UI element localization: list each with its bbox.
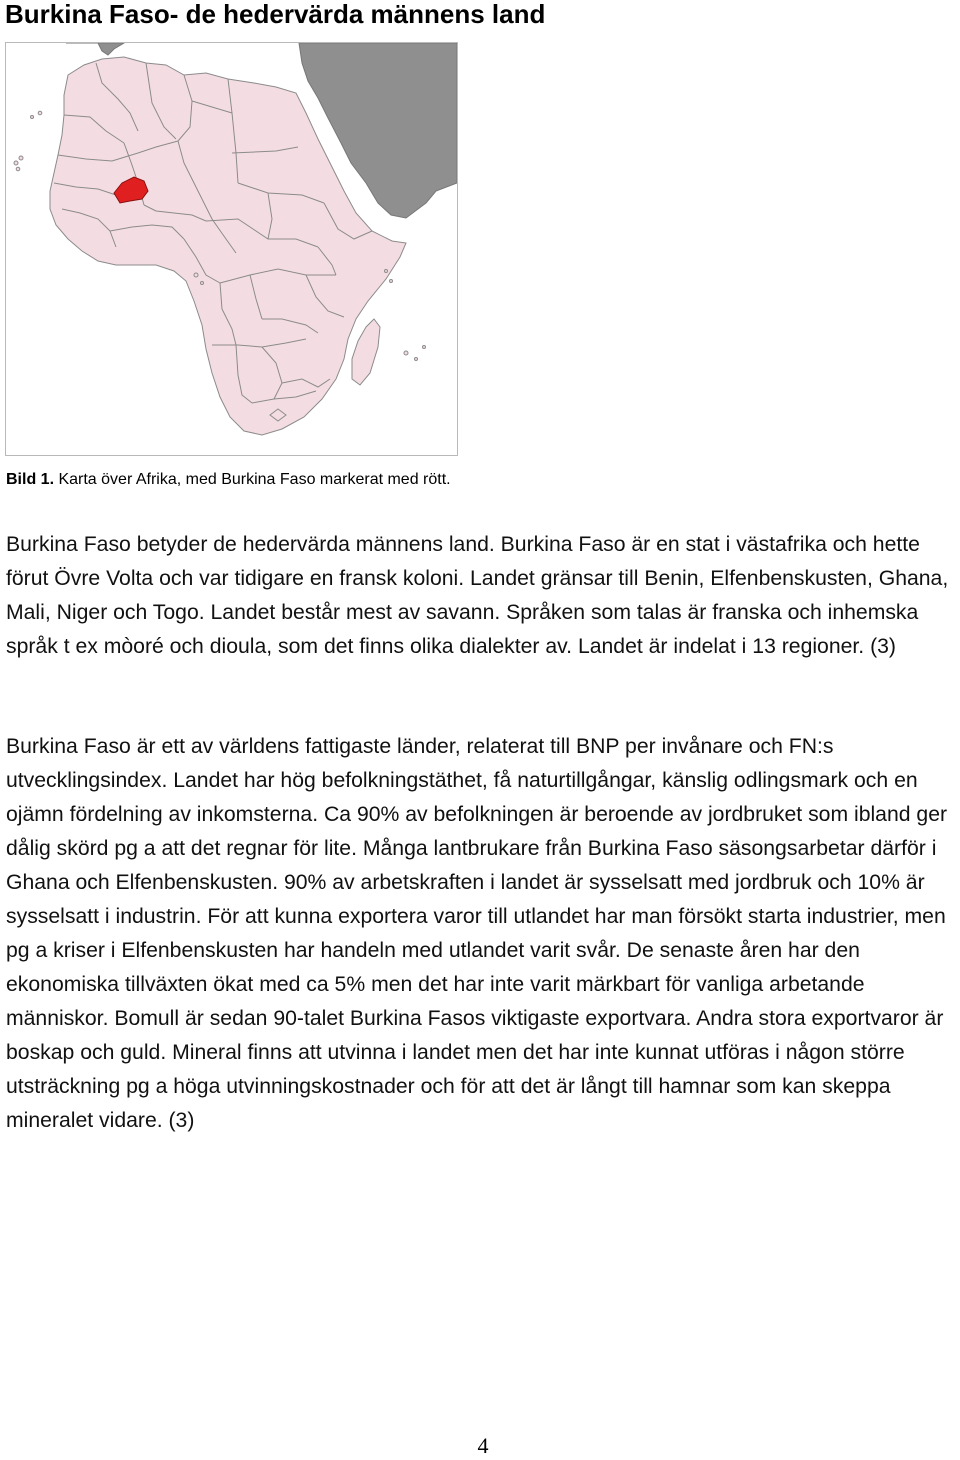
caption-label: Bild 1.: [6, 471, 55, 488]
caption-text: Karta över Afrika, med Burkina Faso markerat med rött.: [54, 471, 451, 488]
figure-caption: [6, 469, 451, 491]
africa-map-figure: [5, 42, 458, 456]
europe-landmass: [66, 43, 124, 55]
madagascar-landmass: [352, 319, 380, 385]
africa-map: [6, 43, 457, 455]
paragraph-introduction: Burkina Faso betyder de hedervärda männens land. Burkina Faso är en stat i västafrika och hette förut Övre Volta och var tidigare en fransk koloni. Landet gränsar till Benin, Elfenbenskusten, Ghana, Mali, Niger och Togo. Landet består mest av savann. Språken som talas är franska och inhemska språk t ex mòoré och dioula, som det finns olika dialekter av. Landet är indelat i 13 regioner. (3): [6, 533, 949, 658]
paragraph-economy: Burkina Faso är ett av världens fattigaste länder, relaterat till BNP per invånare och FN:s utvecklingsindex. Landet har hög befolkningstäthet, få naturtillgångar, känslig odlingsmark och en ojämn fördelning av inkomsterna. Ca 90% av befolkningen är beroende av jordbruket som ibland ger dålig skörd pg a att det regnar för lite. Många lantbrukare från Burkina Faso säsongsarbetar därför i Ghana och Elfenbenskusten. 90% av arbetskraften i landet är sysselsatt med jordbruk och 10% är sysselsatt i industrin. För att kunna exportera varor till utlandet har man försökt starta industrier, men pg a kriser i Elfenbenskusten har handeln med utlandet varit svår. De senaste åren har den ekonomiska tillväxten ökat med ca 5% men det har inte varit märkbart för vanliga arbetande människor. Bomull är sedan 90-talet Burkina Fasos viktigaste exportvara. Andra stora exportvaror är boskap och guld. Mineral finns att utvinna i landet men det har inte kunnat utföras i någon större utsträckning pg a höga utvinningskostnader och för att det är långt till hamnar som kan skeppa mineralet vidare. (3): [6, 735, 948, 1132]
page-title: Burkina Faso- de hedervärda männens land: [5, 0, 546, 29]
page-number: 4: [477, 1433, 489, 1458]
